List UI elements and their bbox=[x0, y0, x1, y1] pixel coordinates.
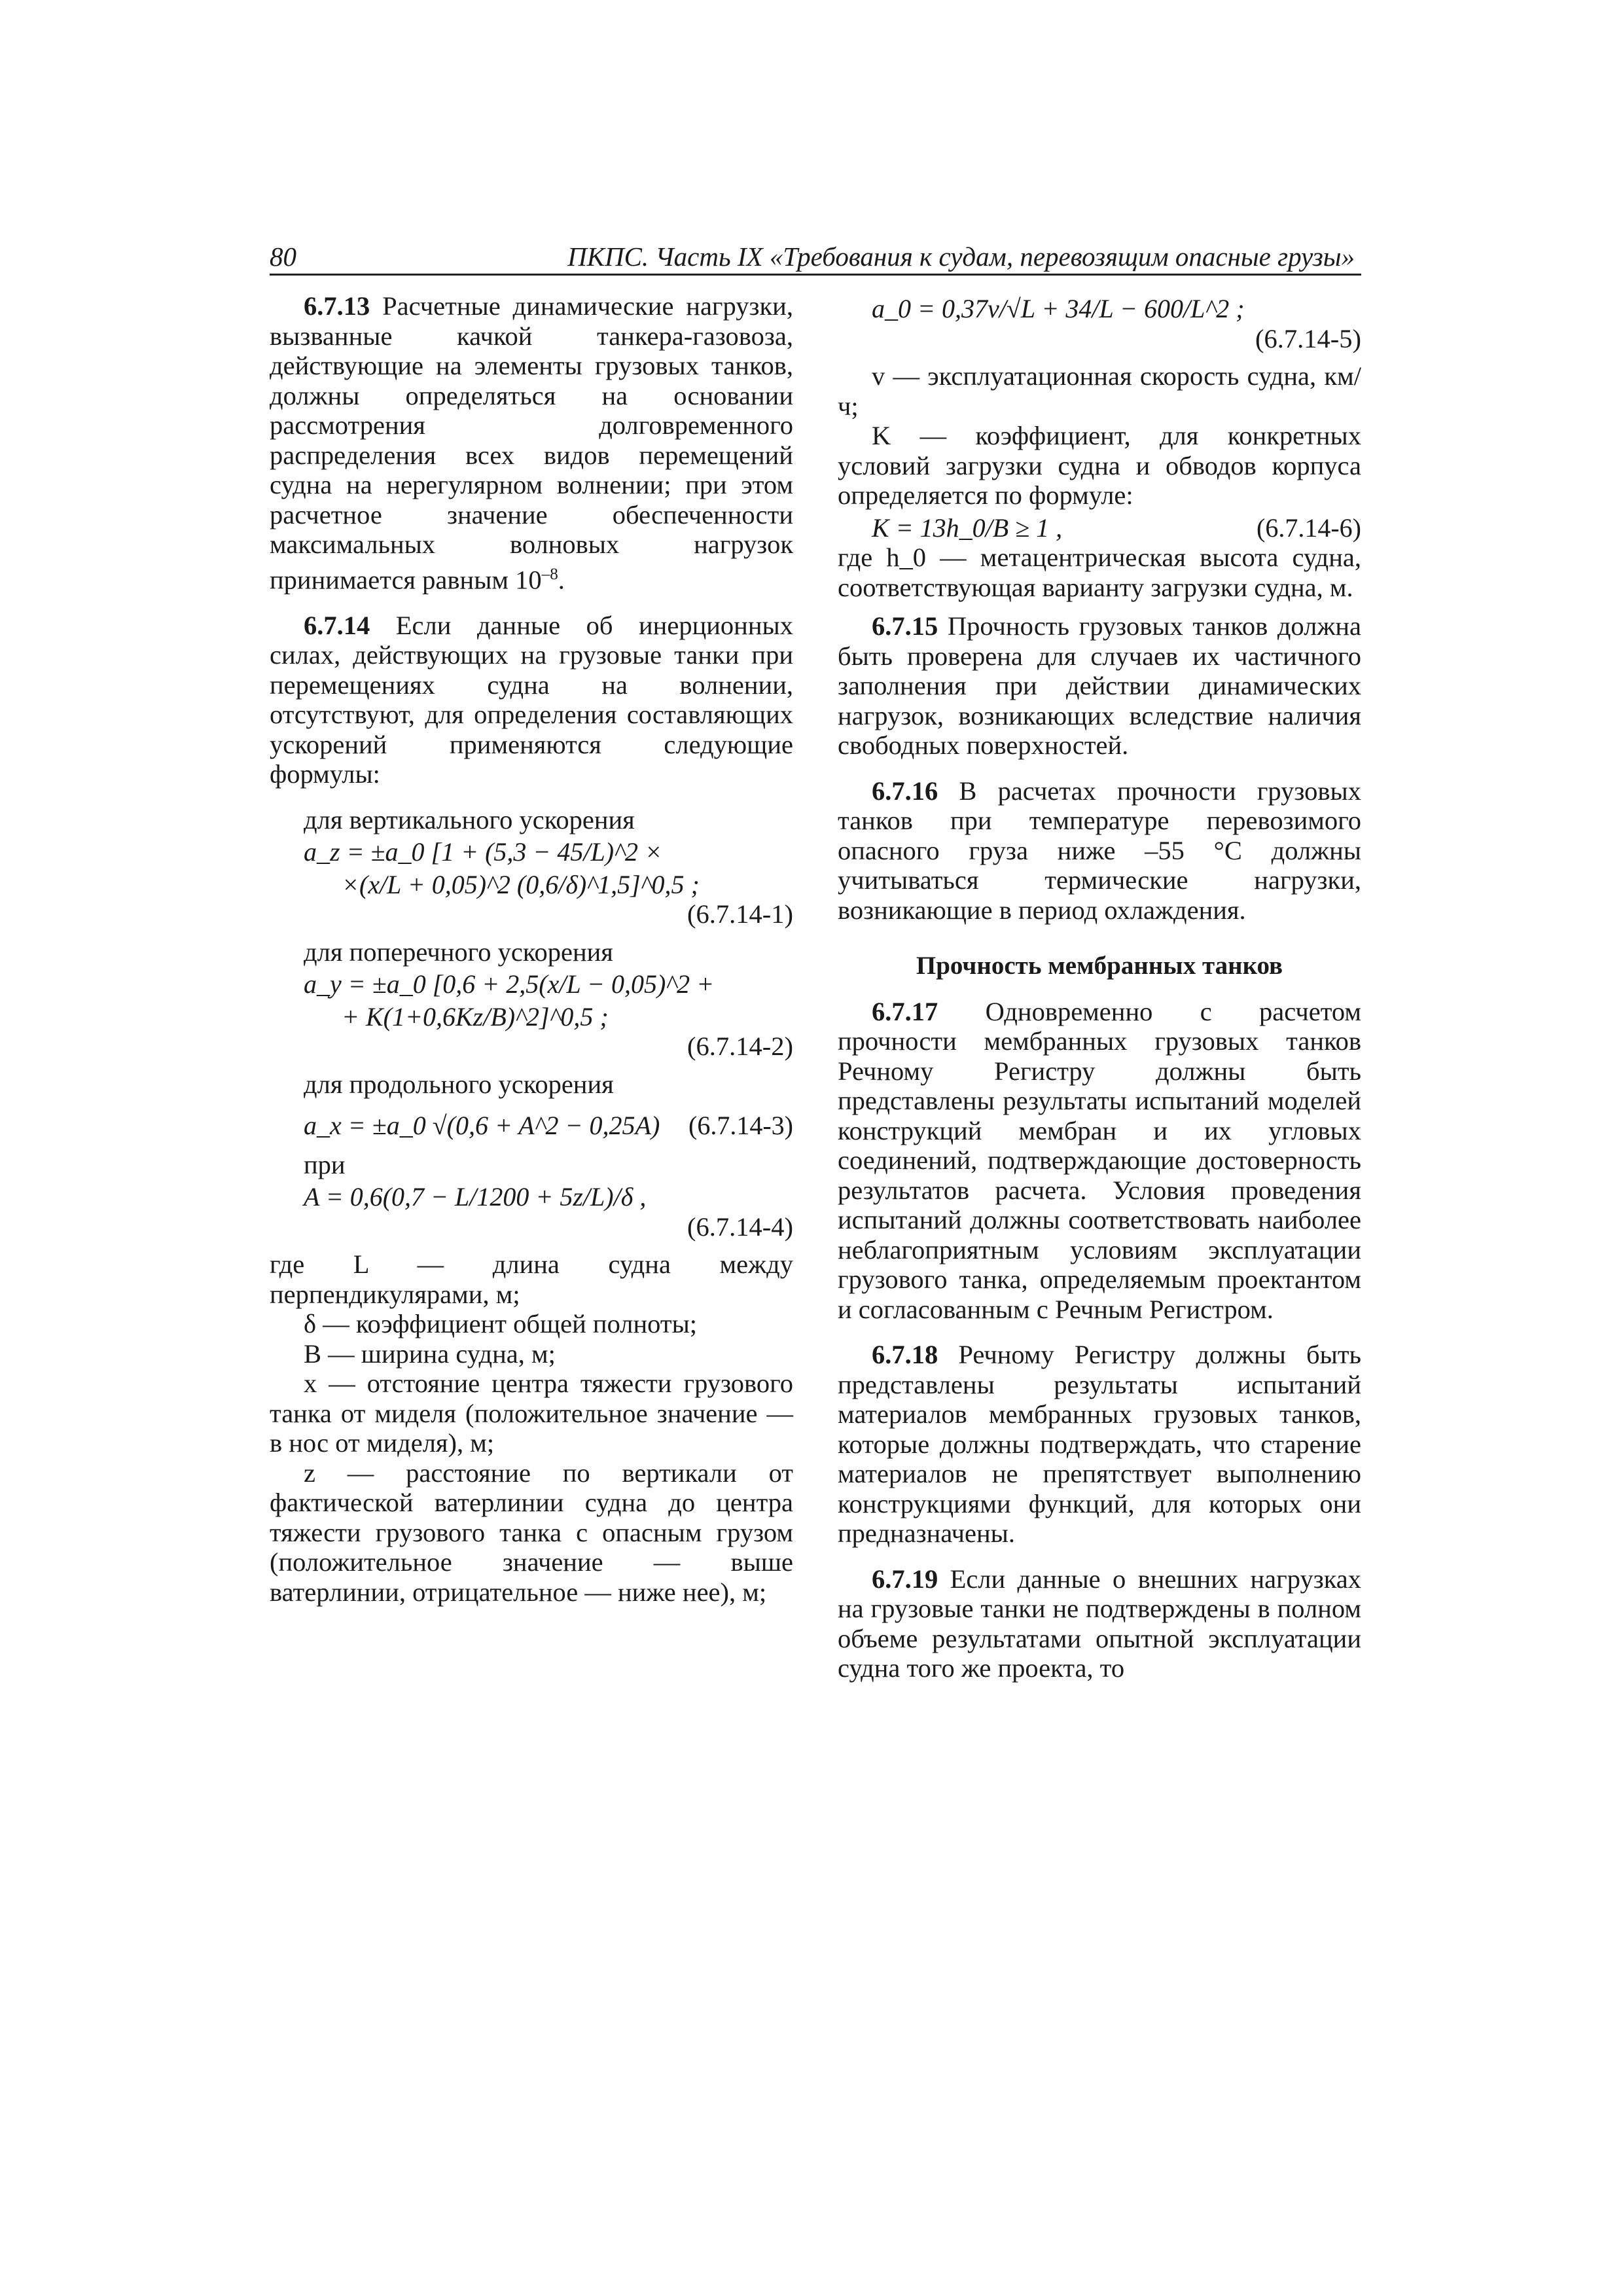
paragraph-6-7-16 bbox=[838, 776, 1361, 925]
pri-label: при bbox=[304, 1149, 346, 1179]
clause-text: Прочность грузовых танков должна быть проверена для случаев их частичного заполнения при действии динамических нагрузок, возникающих вследствие наличия свободных поверхностей. bbox=[838, 611, 1361, 760]
paragraph-6-7-13 bbox=[270, 291, 793, 595]
definition-delta: δ — коэффициент общей полноты; bbox=[304, 1309, 698, 1338]
formula-number: (6.7.14-5) bbox=[1255, 323, 1361, 353]
clause-text: Речному Регистру должны быть представлены результаты испытаний материалов мембранных грузовых танков, которые должны подтверждать, что старение материалов не препятствует выполнению конструкциями функций, для которых они предназначены. bbox=[838, 1340, 1361, 1548]
clause-text: В расчетах прочности грузовых танков при температуре перевозимого опасного груза ниже –55 °С должны учитываться термические нагрузки, возникающие в период охлаждения. bbox=[838, 776, 1361, 925]
clause-number: 6.7.14 bbox=[304, 610, 370, 640]
definition-x: x — отстояние центра тяжести грузового танка от миделя (положительное значение — в нос от миделя), м; bbox=[270, 1369, 793, 1458]
longitudinal-accel-label: для продольного ускорения bbox=[304, 1069, 614, 1099]
clause-number: 6.7.17 bbox=[872, 996, 938, 1026]
clause-number: 6.7.18 bbox=[872, 1340, 938, 1369]
formula-number: (6.7.14-2) bbox=[687, 1031, 793, 1061]
formula-number: (6.7.14-3) bbox=[688, 1111, 793, 1140]
section-heading: Прочность мембранных танков bbox=[916, 952, 1283, 980]
paragraph-6-7-18 bbox=[838, 1340, 1361, 1549]
transverse-accel-label: для поперечного ускорения bbox=[304, 937, 613, 967]
clause-number: 6.7.13 bbox=[304, 291, 370, 321]
clause-text: Если данные об инерционных силах, действующих на грузовые танки при перемещениях судна на волнении, отсутствуют, для определения составляющих ускорений применяются следующие формулы: bbox=[270, 610, 793, 789]
running-title: ПКПС. Часть IX «Требования к судам, перевозящим опасные грузы» bbox=[567, 242, 1355, 272]
period: . bbox=[558, 565, 565, 594]
paragraph-6-7-17 bbox=[838, 997, 1361, 1325]
definition-B: B — ширина судна, м; bbox=[304, 1338, 556, 1369]
paragraph-6-7-19 bbox=[838, 1564, 1361, 1683]
clause-text: Если данные о внешних нагрузках на грузовые танки не подтверждены в полном объеме результатами опытной эксплуатации судна того же проекта, то bbox=[838, 1564, 1361, 1683]
definition-L: где L — длина судна между перпендикулярами, м; bbox=[270, 1249, 793, 1309]
clause-number: 6.7.16 bbox=[872, 776, 938, 806]
formula-6-7-14-3: a_x = ±a_0 √(0,6 + A^2 − 0,25A) (6.7.14-3) bbox=[304, 1111, 793, 1140]
formula-6-7-14-6: K = 13h_0/B ≥ 1 , (6.7.14-6) bbox=[872, 512, 1361, 543]
definition-h0: где h_0 — метацентрическая высота судна, соответствующая варианту загрузки судна, м. bbox=[838, 543, 1361, 602]
left-column bbox=[270, 291, 793, 1607]
page-header bbox=[270, 237, 1361, 276]
definition-z: z — расстояние по вертикали от фактической ватерлинии судна до центра тяжести грузового танка с опасным грузом (положительное значение — выше ватерлинии, отрицательное — ниже нее), м; bbox=[270, 1458, 793, 1607]
clause-number: 6.7.19 bbox=[872, 1564, 938, 1594]
formula-6-7-14-1-line1: a_z = ±a_0 [1 + (5,3 − 45/L)^2 × bbox=[304, 837, 662, 867]
paragraph-6-7-15 bbox=[838, 611, 1361, 761]
clause-number: 6.7.15 bbox=[872, 611, 938, 641]
definition-K: K — коэффициент, для конкретных условий загрузки судна и обводов корпуса определяется по формуле: bbox=[838, 421, 1361, 510]
vertical-accel-label: для вертикального ускорения bbox=[304, 804, 635, 834]
page-number: 80 bbox=[270, 242, 296, 272]
formula-number: (6.7.14-1) bbox=[687, 899, 793, 929]
exponent: –8 bbox=[541, 565, 558, 583]
formula-6-7-14-2-line1: a_y = ±a_0 [0,6 + 2,5(x/L − 0,05)^2 + bbox=[304, 969, 715, 999]
paragraph-6-7-14 bbox=[270, 611, 793, 789]
clause-text: Одновременно с расчетом прочности мембранных грузовых танков Речному Регистру должны быть представлены результаты испытаний моделей конструкций мембран и их угловых соединений, подтверждающие достоверность результатов расчета. Условия проведения испытаний должны соответствовать наиболее неблагоприятным условиям эксплуатации грузового танка, определяемым проектантом и согласованным с Речным Регистром. bbox=[838, 996, 1361, 1324]
formula-6-7-14-2-line2: + K(1+0,6Kz/B)^2]^0,5 ; bbox=[342, 1001, 609, 1031]
formula-6-7-14-4: A = 0,6(0,7 − L/1200 + 5z/L)/δ , bbox=[304, 1182, 647, 1211]
formula-number: (6.7.14-4) bbox=[687, 1211, 793, 1242]
clause-text: Расчетные динамические нагрузки, вызванные качкой танкера-газовоза, действующие на элементы грузовых танков, должны определяться на основании рассмотрения долговременного распределения всех видов перемещений судна на нерегулярном волнении; при этом расчетное значение обеспеченности максимальных волновых нагрузок принимается равным 10 bbox=[270, 291, 793, 594]
formula-number: (6.7.14-6) bbox=[1257, 512, 1361, 543]
formula-6-7-14-5: a_0 = 0,37v/√L + 34/L − 600/L^2 ; bbox=[872, 294, 1245, 323]
right-column bbox=[838, 291, 1361, 1699]
formula-6-7-14-1-line2: ×(x/L + 0,05)^2 (0,6/δ)^1,5]^0,5 ; bbox=[342, 869, 700, 899]
definition-v: v — эксплуатационная скорость судна, км/ч; bbox=[838, 361, 1361, 421]
